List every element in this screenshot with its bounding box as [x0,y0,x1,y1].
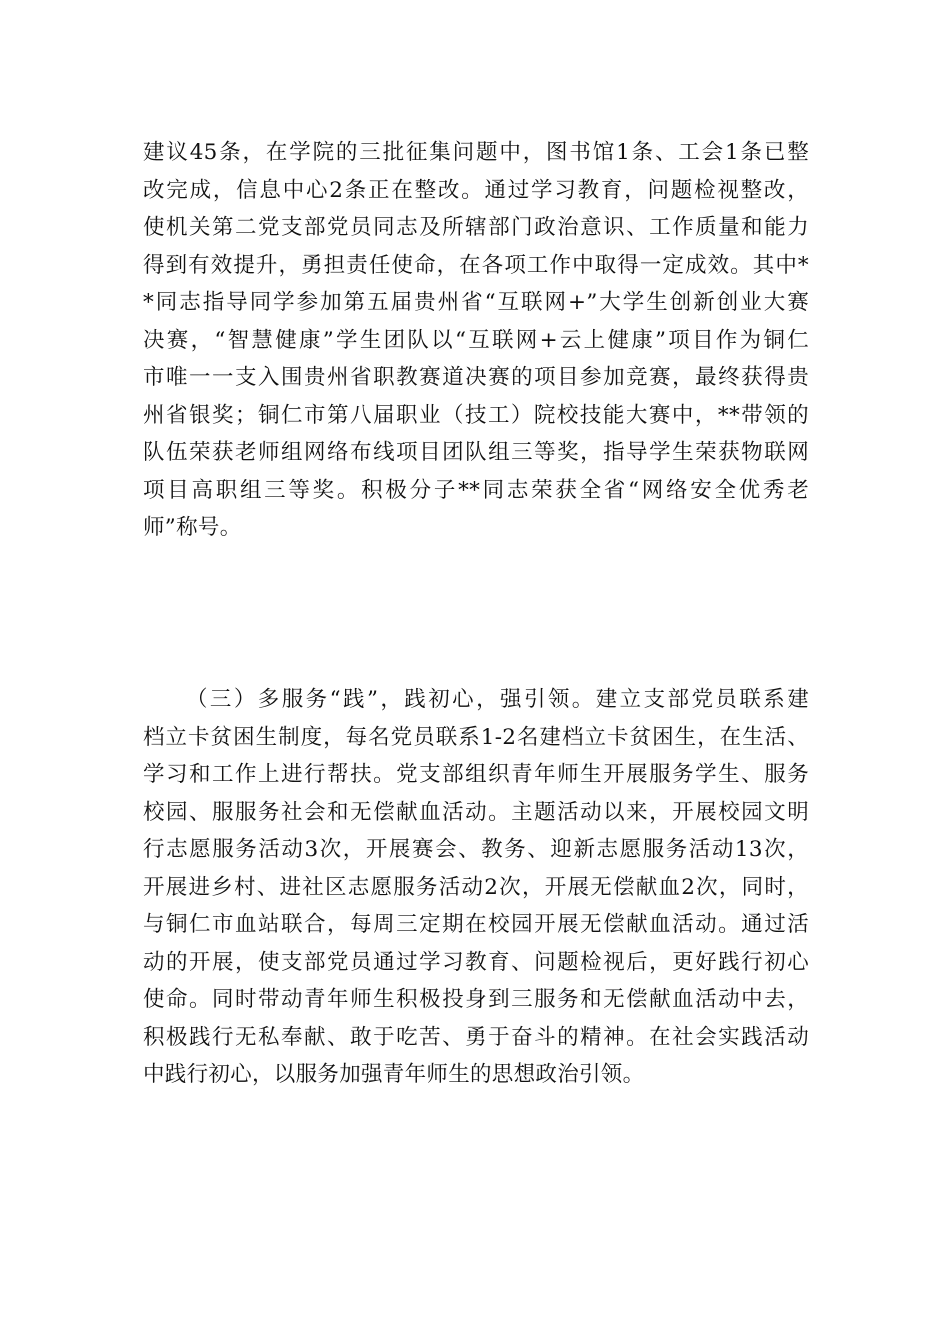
text-line: 队伍荣获老师组网络布线项目团队组三等奖，指导学生荣获物联网 [143,440,809,465]
text-line: 中践行初心，以服务加强青年师生的思想政治引领。 [143,1062,645,1087]
body-paragraph-2 [143,681,809,1094]
text-line: 档立卡贫困生制度，每名党员联系1-2名建档立卡贫困生，在生活、 [143,724,809,750]
text-line: 州省银奖；铜仁市第八届职业（技工）院校技能大赛中，**带领的 [143,402,809,428]
text-line: 行志愿服务活动3次，开展赛会、教务、迎新志愿服务活动13次， [143,837,809,862]
text-line: 建议45条，在学院的三批征集问题中，图书馆1条、工会1条已整 [143,140,809,165]
text-line: 项目高职组三等奖。积极分子**同志荣获全省“网络安全优秀老 [143,477,809,503]
text-line: 积极践行无私奉献、敢于吃苦、勇于奋斗的精神。在社会实践活动 [143,1024,809,1050]
text-line: （三）多服务“践”，践初心，强引领。建立支部党员联系建 [186,687,809,712]
text-line: 市唯一一支入围贵州省职教赛道决赛的项目参加竞赛，最终获得贵 [143,365,809,390]
text-line: 师”称号。 [143,515,242,540]
body-paragraph-1 [143,134,809,547]
text-line: 与铜仁市血站联合，每周三定期在校园开展无偿献血活动。通过活 [143,912,809,937]
text-line: 动的开展，使支部党员通过学习教育、问题检视后，更好践行初心 [143,949,809,975]
text-line: 学习和工作上进行帮扶。党支部组织青年师生开展服务学生、服务 [143,762,809,787]
text-line: 开展进乡村、进社区志愿服务活动2次，开展无偿献血2次，同时， [143,874,809,900]
text-line: 改完成，信息中心2条正在整改。通过学习教育，问题检视整改， [143,177,809,203]
text-line: 使机关第二党支部党员同志及所辖部门政治意识、工作质量和能力 [143,215,809,240]
text-line: 校园、服服务社会和无偿献血活动。主题活动以来，开展校园文明 [143,799,809,825]
text-line: 使命。同时带动青年师生积极投身到三服务和无偿献血活动中去， [143,987,809,1012]
text-line: 决赛，“智慧健康”学生团队以“互联网+云上健康”项目作为铜仁 [143,327,809,353]
text-line: *同志指导同学参加第五届贵州省“互联网+”大学生创新创业大赛 [143,290,809,315]
text-line: 得到有效提升，勇担责任使命，在各项工作中取得一定成效。其中* [143,252,809,278]
